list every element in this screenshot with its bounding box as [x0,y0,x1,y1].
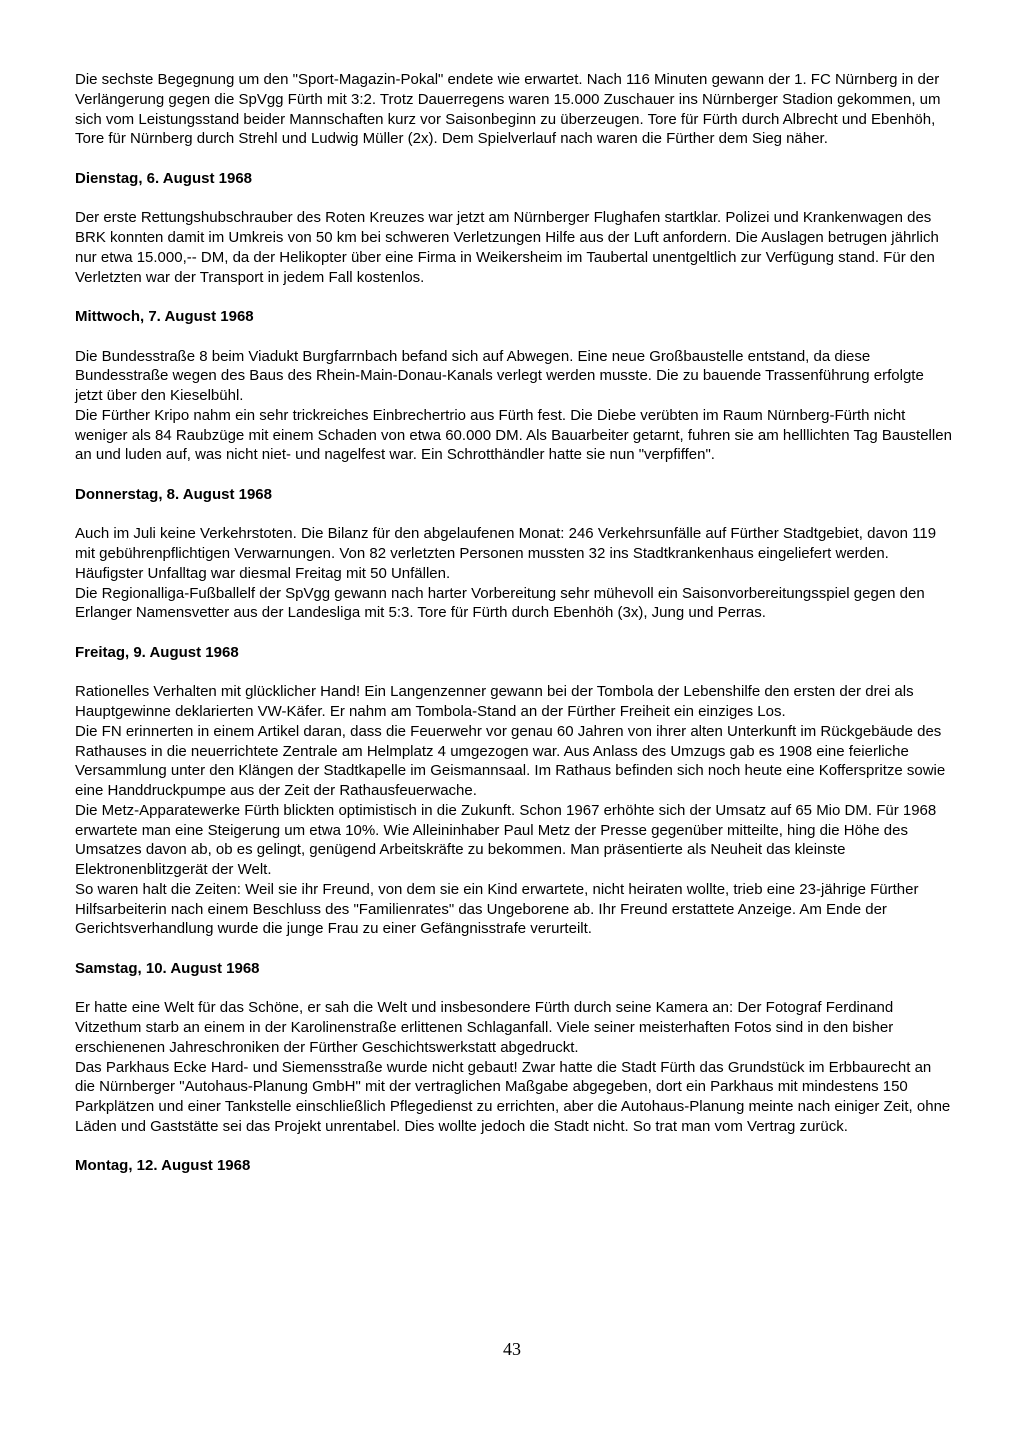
date-heading-montag-12-august: Montag, 12. August 1968 [75,1157,251,1175]
paragraph: Der erste Rettungshubschrauber des Roten Kreuzes war jetzt am Nürnberger Flughafen startklar. Polizei und Krankenwagen des BRK konnten damit im Umkreis von 50 km bei schweren Verletzungen Hilfe aus der Luft anfordern. Die Auslagen betrugen jährlich nur etwa 15.000,-- DM, da der Helikopter über eine Firma in Weikersheim im Taubertal unentgeltlich zur Verfügung stand. Für den Verletzten war der Transport in jedem Fall kostenlos. [75,209,939,286]
paragraph: Die sechste Begegnung um den "Sport-Magazin-Pokal" endete wie erwartet. Nach 116 Minuten gewann der 1. FC Nürnberg in der Verlängerung gegen die SpVgg Fürth mit 3:2. Trotz Dauerregens waren 15.000 Zuschauer ins Nürnberger Stadion gekommen, um sich vom Leistungsstand beider Mannschaften kurz vor Saisonbeginn zu überzeugen. Tore für Fürth durch Albrecht und Ebenhöh, Tore für Nürnberg durch Strehl und Ludwig Müller (2x). Dem Spielverlauf nach waren die Fürther dem Sieg näher. [75,71,941,148]
paragraph: Die Regionalliga-Fußballelf der SpVgg gewann nach harter Vorbereitung sehr mühevoll ein Saisonvorbereitungsspiel gegen den Erlanger Namensvetter aus der Landesliga mit 5:3. Tore für Fürth durch Ebenhöh (3x), Jung und Perras. [75,584,925,622]
page-number: 43 [503,1339,521,1359]
date-heading-samstag-10-august: Samstag, 10. August 1968 [75,959,260,977]
date-heading-donnerstag-8-august: Donnerstag, 8. August 1968 [75,485,272,503]
paragraph: Er hatte eine Welt für das Schöne, er sah die Welt und insbesondere Fürth durch seine Kamera an: Der Fotograf Ferdinand Vitzethum starb an einem in der Karolinenstraße erlittenen Schlaganfall. Viele seiner meisterhaften Fotos sind in den bisher erschienenen Jahreschroniken der Fürther Geschichtswerkstatt abgedruckt. [75,999,894,1056]
date-heading-freitag-9-august: Freitag, 9. August 1968 [75,643,239,661]
paragraph: Das Parkhaus Ecke Hard- und Siemensstraße wurde nicht gebaut! Zwar hatte die Stadt Fürth das Grundstück im Erbbaurecht an die Nürnberger "Autohaus-Planung GmbH" mit der vertraglichen Maßgabe abgegeben, dort ein Parkhaus mit mindestens 150 Parkplätzen und einer Tankstelle einschließlich Pflegedienst zu errichten, aber die Autohaus-Planung meinte nach einiger Zeit, ohne Läden und Gaststätte sei das Projekt unrentabel. Dies wollte jedoch die Stadt nicht. So trat man vom Vertrag zurück. [75,1058,951,1135]
paragraph: Die FN erinnerten in einem Artikel daran, dass die Feuerwehr vor genau 60 Jahren von ihrer alten Unterkunft im Rückgebäude des Rathauses in die neuerrichtete Zentrale am Helmplatz 4 umgezogen war. Aus Anlass des Umzugs gab es 1908 eine feierliche Versammlung unter den Klängen der Stadtkapelle im Geismannsaal. Im Rathaus befinden sich noch heute eine Kofferspritze sowie eine Handdruckpumpe aus der Zeit der Rathausfeuerwache. [75,722,946,799]
paragraph: Die Bundesstraße 8 beim Viadukt Burgfarrnbach befand sich auf Abwegen. Eine neue Großbaustelle entstand, da diese Bundesstraße wegen des Baus des Rhein-Main-Donau-Kanals verlegt werden musste. Die zu bauende Trassenführung erfolgte jetzt über den Kieselbühl. [75,347,924,404]
date-heading-dienstag-6-august: Dienstag, 6. August 1968 [75,169,252,187]
paragraph: Die Fürther Kripo nahm ein sehr trickreiches Einbrechertrio aus Fürth fest. Die Diebe verübten im Raum Nürnberg-Fürth nicht weniger als 84 Raubzüge mit einem Schaden von etwa 60.000 DM. Als Bauarbeiter getarnt, fuhren sie am helllichten Tag Baustellen an und luden auf, was nicht niet- und nagelfest war. Ein Schrotthändler hatte sie nun "verpfiffen". [75,406,952,464]
paragraph: Rationelles Verhalten mit glücklicher Hand! Ein Langenzenner gewann bei der Tombola der Lebenshilfe den ersten der drei als Hauptgewinne deklarierten VW-Käfer. Er nahm am Tombola-Stand an der Fürther Freiheit ein einziges Los. [75,683,914,720]
paragraph: So waren halt die Zeiten: Weil sie ihr Freund, von dem sie ein Kind erwartete, nicht heiraten wollte, trieb eine 23-jährige Fürther Hilfsarbeiterin nach einem Beschluss des "Familienrates" das Ungeborene ab. Ihr Freund erstattete Anzeige. Am Ende der Gerichtsverhandlung wurde die junge Frau zu einer Gefängnisstrafe verurteilt. [75,880,919,938]
paragraph: Die Metz-Apparatewerke Fürth blickten optimistisch in die Zukunft. Schon 1967 erhöhte sich der Umsatz auf 65 Mio DM. Für 1968 erwartete man eine Steigerung um etwa 10%. Wie Alleininhaber Paul Metz der Presse gegenüber mitteilte, hing die Höhe des Umsatzes davon ab, ob es gelingt, genügend Arbeitskräfte zu bekommen. Man präsentierte als Neuheit das kleinste Elektronenblitzgerät der Welt. [75,801,937,878]
page-content [75,70,953,1196]
paragraph: Auch im Juli keine Verkehrstoten. Die Bilanz für den abgelaufenen Monat: 246 Verkehrsunfälle auf Fürther Stadtgebiet, davon 119 mit gebührenpflichtigen Verwarnungen. Von 82 verletzten Personen mussten 32 ins Stadtkrankenhaus eingeliefert werden. Häufigster Unfalltag war diesmal Freitag mit 50 Unfällen. [75,525,937,582]
date-heading-mittwoch-7-august: Mittwoch, 7. August 1968 [75,308,254,325]
